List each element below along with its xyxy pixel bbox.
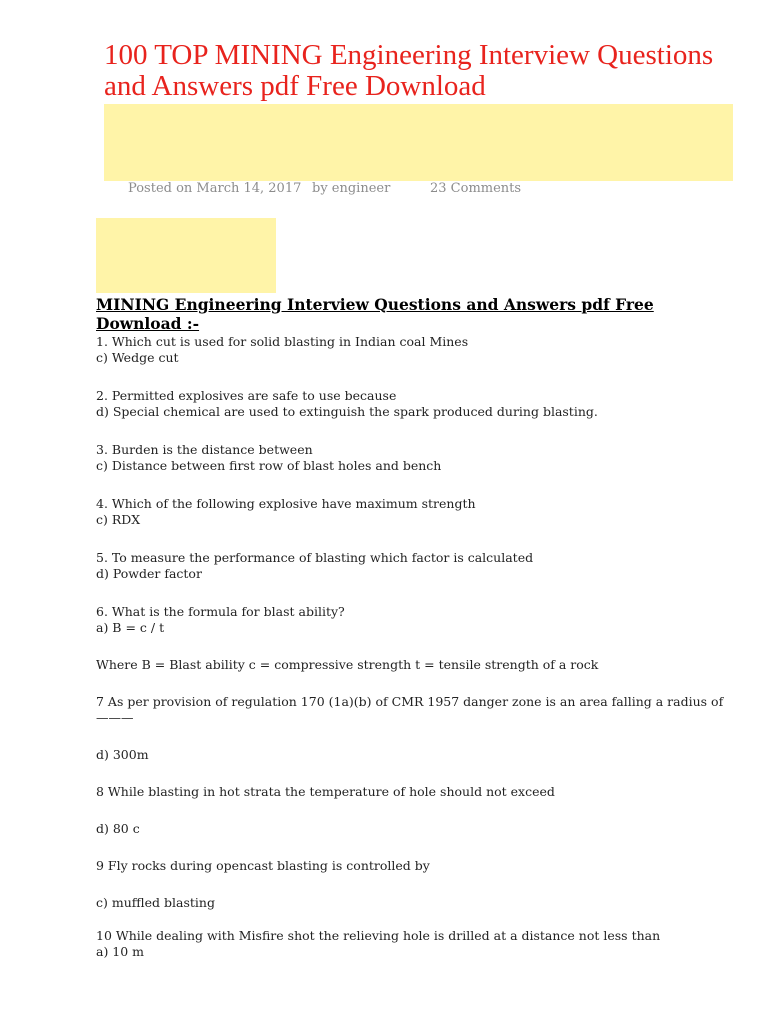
question-text: 10 While dealing with Misfire shot the relieving hole is drilled at a distance not less than [96, 928, 661, 943]
post-date[interactable]: Posted on March 14, 2017 [128, 181, 302, 196]
answer-text: d) 300m [96, 747, 149, 762]
article-title: 100 TOP MINING Engineering Interview Questions and Answers pdf Free Download [104, 39, 714, 102]
question-text: 8 While blasting in hot strata the temperature of hole should not exceed [96, 784, 555, 799]
ad-banner-placeholder [104, 104, 733, 181]
post-author[interactable]: by engineer [312, 181, 391, 196]
question-text: 9 Fly rocks during opencast blasting is controlled by [96, 858, 430, 873]
question-note: Where B = Blast ability c = compressive strength t = tensile strength of a rock [96, 657, 599, 672]
question-text: 3. Burden is the distance between [96, 442, 313, 457]
post-meta [128, 181, 521, 197]
comments-link[interactable]: 23 Comments [430, 181, 522, 196]
answer-text: c) muffled blasting [96, 895, 215, 910]
question-text: 6. What is the formula for blast ability? [96, 604, 345, 619]
article-subheading: MINING Engineering Interview Questions and Answers pdf Free Download :- [96, 295, 654, 333]
question-text: 4. Which of the following explosive have maximum strength [96, 496, 476, 511]
answer-text: a) B = c / t [96, 620, 165, 635]
qa-list [96, 334, 736, 960]
answer-text: d) 80 c [96, 821, 140, 836]
answer-text: c) Wedge cut [96, 350, 179, 365]
question-text: 5. To measure the performance of blasting which factor is calculated [96, 550, 534, 565]
answer-text: d) Special chemical are used to extinguish the spark produced during blasting. [96, 404, 598, 419]
answer-text: a) 10 m [96, 944, 145, 959]
question-text: 2. Permitted explosives are safe to use because [96, 388, 397, 403]
answer-text: c) RDX [96, 512, 141, 527]
question-text: 1. Which cut is used for solid blasting in Indian coal Mines [96, 334, 469, 349]
ad-box-placeholder [96, 218, 276, 293]
question-text: 7 As per provision of regulation 170 (1a)(b) of CMR 1957 danger zone is an area falling a radius of ——— [96, 694, 724, 725]
answer-text: d) Powder factor [96, 566, 202, 581]
answer-text: c) Distance between first row of blast holes and bench [96, 458, 442, 473]
